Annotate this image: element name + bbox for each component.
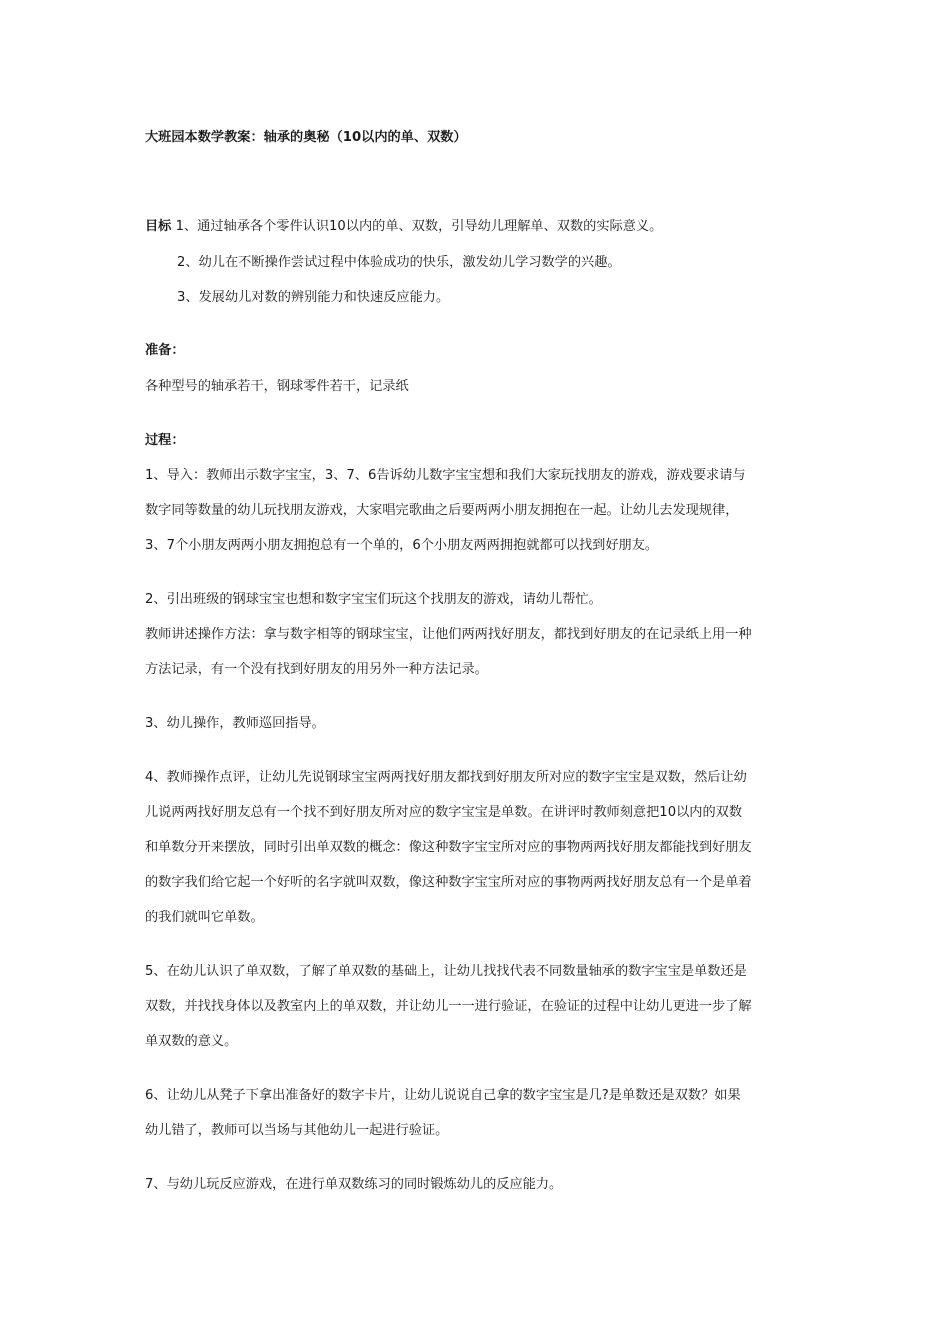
page-title: 大班园本数学教案：轴承的奥秘（10以内的单、双数）: [145, 130, 467, 145]
step5-line-1: 5、在幼儿认识了单双数，了解了单双数的基础上，让幼儿找找代表不同数量轴承的数字宝宝是单数还是: [145, 964, 747, 979]
prep-text: 各种型号的轴承若干，钢球零件若干，记录纸: [145, 379, 409, 394]
goal-item-3: 3、发展幼儿对数的辨别能力和快速反应能力。: [177, 290, 450, 305]
step4-line-1: 4、教师操作点评，让幼儿先说钢球宝宝两两找好朋友都找到好朋友所对应的数字宝宝是双数，然后让幼: [145, 770, 747, 785]
goal-line-1: [145, 218, 825, 236]
step2-line-3: 方法记录，有一个没有找到好朋友的用另外一种方法记录。: [145, 662, 488, 677]
step3-line-1: 3、幼儿操作，教师巡回指导。: [145, 716, 325, 731]
goal-item-1: 1、通过轴承各个零件认识10以内的单、双数，引导幼儿理解单、双数的实际意义。: [175, 219, 663, 234]
step4-line-2: 儿说两两找好朋友总有一个找不到好朋友所对应的数字宝宝是单数。在讲评时教师刻意把10以内的双数: [145, 805, 743, 820]
step4-line-5: 的我们就叫它单数。: [145, 910, 264, 925]
step2-line-1: 2、引出班级的钢球宝宝也想和数字宝宝们玩这个找朋友的游戏，请幼儿帮忙。: [145, 592, 602, 607]
step4-line-4: 的数字我们给它起一个好听的名字就叫双数，像这种数字宝宝所对应的事物两两找好朋友总有一个是单着: [145, 875, 752, 890]
step1-line-1: 1、导入：教师出示数字宝宝，3、7、6告诉幼儿数字宝宝想和我们大家玩找朋友的游戏，游戏要求请与: [145, 468, 746, 483]
step2-line-2: 教师讲述操作方法：拿与数字相等的钢球宝宝，让他们两两找好朋友，都找到好朋友的在记录纸上用一种: [145, 627, 752, 642]
process-heading: 过程：: [145, 433, 185, 448]
prep-heading: 准备：: [145, 343, 185, 358]
step5-line-3: 单双数的意义。: [145, 1034, 238, 1049]
goal-item-2: 2、幼儿在不断操作尝试过程中体验成功的快乐，激发幼儿学习数学的兴趣。: [177, 255, 621, 270]
step1-line-2: 数字同等数量的幼儿玩找朋友游戏，大家唱完歌曲之后要两两小朋友拥抱在一起。让幼儿去发现规律，: [145, 503, 739, 518]
step4-line-3: 和单数分开来摆放，同时引出单双数的概念：像这种数字宝宝所对应的事物两两找好朋友都能找到好朋友: [145, 840, 752, 855]
step5-line-2: 双数，并找找身体以及教室内上的单双数，并让幼儿一一进行验证，在验证的过程中让幼儿更进一步了解: [145, 999, 752, 1014]
step6-line-1: 6、让幼儿从凳子下拿出准备好的数字卡片，让幼儿说说自己拿的数字宝宝是几?是单数还是双数？如果: [145, 1088, 741, 1103]
step7-line-1: 7、与幼儿玩反应游戏，在进行单双数练习的同时锻炼幼儿的反应能力。: [145, 1177, 563, 1192]
goals-label: 目标: [145, 219, 172, 234]
step6-line-2: 幼儿错了，教师可以当场与其他幼儿一起进行验证。: [145, 1123, 449, 1138]
step1-line-3: 3、7个小朋友两两小朋友拥抱总有一个单的，6个小朋友两两拥抱就都可以找到好朋友。: [145, 538, 659, 553]
